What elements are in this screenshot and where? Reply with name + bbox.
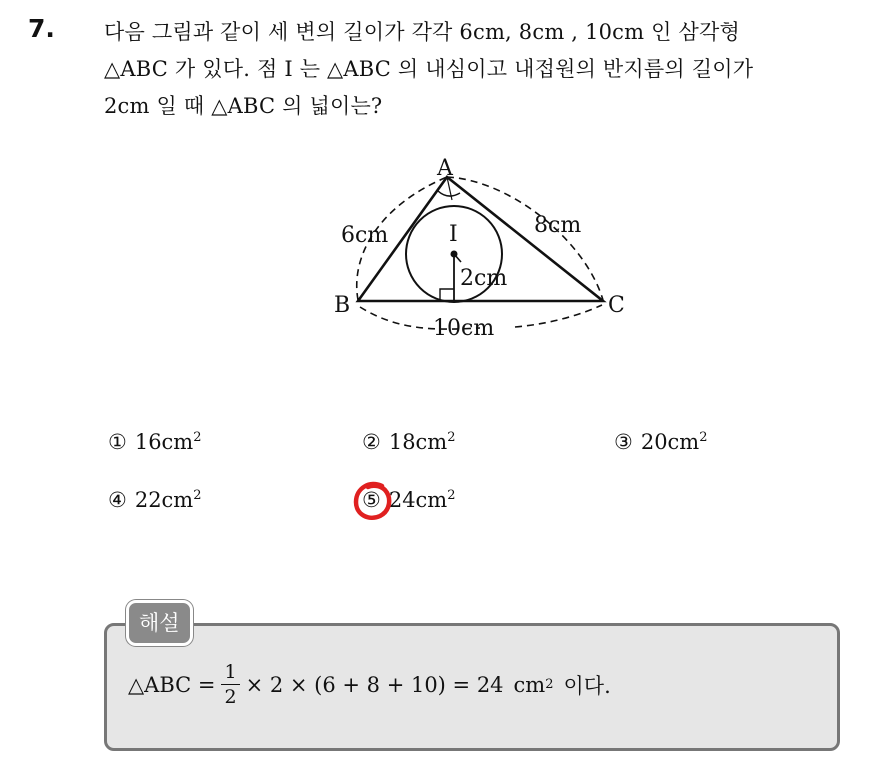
question-line-2: △ABC 가 있다. 점 I 는 △ABC 의 내심이고 내접원의 반지름의 길이가 [104, 57, 754, 81]
choice-2-value: 18cm [388, 430, 448, 454]
solution-lhs: △ABC = [128, 672, 216, 697]
solution-equation [128, 660, 611, 709]
label-c: C [608, 293, 625, 318]
label-i: I [449, 222, 458, 247]
choice-2-number: ② [362, 430, 381, 454]
question-text [104, 14, 864, 125]
incenter-dot [451, 251, 458, 258]
choice-1[interactable] [108, 430, 202, 454]
dashed-arc-bc-right [515, 305, 602, 327]
choice-4-sup: 2 [193, 488, 202, 503]
choice-1-number: ① [108, 430, 127, 454]
triangle-incircle-figure [320, 150, 640, 350]
solution-fraction [221, 660, 239, 709]
choice-3-value: 20cm [640, 430, 700, 454]
label-b: B [334, 293, 351, 318]
label-ab: 6cm [341, 223, 389, 248]
choice-4-number: ④ [108, 488, 127, 512]
question-line-3: 2cm 일 때 △ABC 의 넓이는? [104, 94, 383, 118]
choice-3-number: ③ [614, 430, 633, 454]
choice-1-value: 16cm [134, 430, 194, 454]
label-a: A [437, 156, 453, 181]
solution-rhs: × 2 × (6 + 8 + 10) = 24 [245, 672, 504, 697]
answer-circle-mark [352, 480, 394, 522]
solution-unit: cm [513, 672, 546, 697]
solution-tag: 해설 [126, 600, 193, 646]
choice-5-sup: 2 [447, 488, 456, 503]
solution-unit-sup: 2 [545, 677, 554, 692]
label-ac: 8cm [534, 213, 582, 238]
choice-4-value: 22cm [134, 488, 194, 512]
choice-3-sup: 2 [699, 430, 708, 445]
label-bc: 10cm [433, 316, 495, 341]
label-r: 2cm [460, 266, 508, 291]
fraction-numerator: 1 [221, 660, 239, 685]
question-line-1: 다음 그림과 같이 세 변의 길이가 각각 6cm, 8cm , 10cm 인 삼각형 [104, 20, 740, 44]
choice-3[interactable] [614, 430, 708, 454]
fraction-denominator: 2 [224, 686, 237, 708]
choice-4[interactable] [108, 488, 202, 512]
choice-5-value: 24cm [388, 488, 448, 512]
angle-mark-a [438, 191, 460, 196]
choice-2[interactable] [362, 430, 456, 454]
choice-2-sup: 2 [447, 430, 456, 445]
choice-1-sup: 2 [193, 430, 202, 445]
solution-tail: 이다. [563, 673, 611, 698]
right-angle-mark [440, 289, 454, 301]
choice-5-number: ⑤ [362, 488, 381, 512]
question-number: 7. [28, 14, 55, 43]
